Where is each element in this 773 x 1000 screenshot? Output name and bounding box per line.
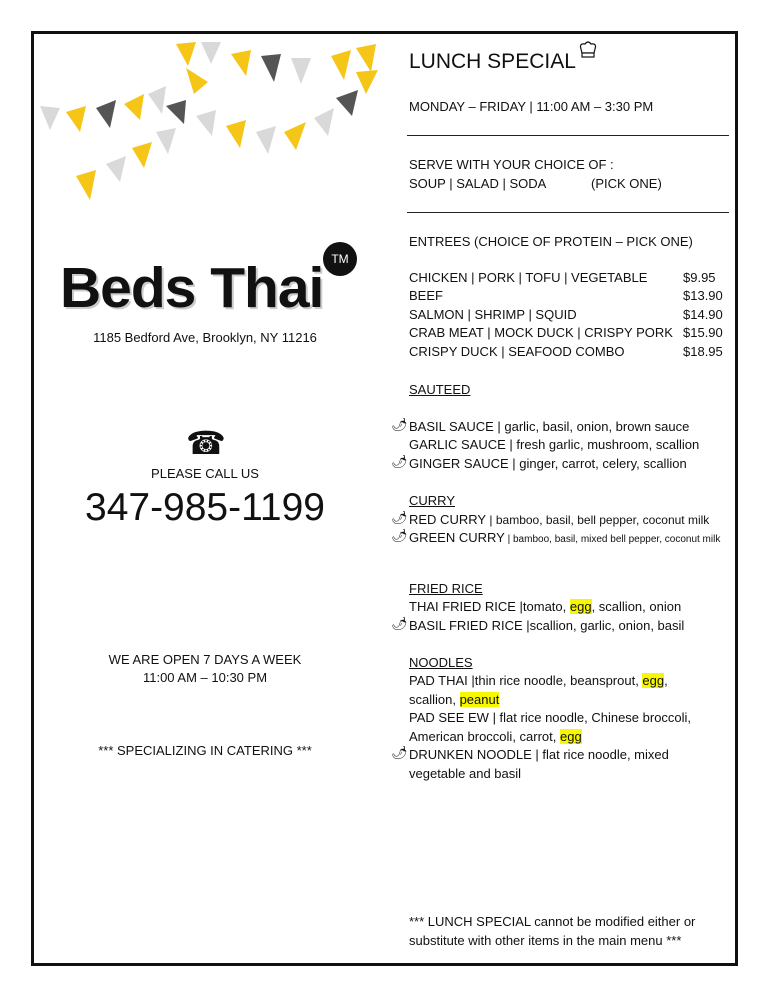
menu-item <box>409 598 729 617</box>
item-line <box>409 728 729 747</box>
footer-line: *** LUNCH SPECIAL cannot be modified either or <box>409 914 696 929</box>
price-row <box>409 344 727 362</box>
spicy-pepper-icon: 🌶 <box>391 454 408 469</box>
serve-label: SERVE WITH YOUR CHOICE OF : <box>409 157 614 172</box>
price-row <box>409 270 727 288</box>
price-row-price: $18.95 <box>683 344 723 359</box>
item-name: RED CURRY <box>409 512 487 527</box>
item-name: GARLIC SAUCE <box>409 437 506 452</box>
price-row-name: CRAB MEAT | MOCK DUCK | CRISPY PORK <box>409 325 673 340</box>
restaurant-name: Beds Thai <box>60 256 324 320</box>
fried-rice-heading: FRIED RICE <box>409 581 483 596</box>
serve-pick-note: (PICK ONE) <box>591 176 662 191</box>
menu-item <box>409 617 729 636</box>
open-hours: 11:00 AM – 10:30 PM <box>142 670 268 685</box>
price-row-name: CRISPY DUCK | SEAFOOD COMBO <box>409 344 625 359</box>
serve-options: SOUP | SALAD | SODA <box>409 176 547 191</box>
item-name: BASIL FRIED RICE <box>409 618 523 633</box>
item-desc: scallion, <box>409 691 460 707</box>
item-line <box>409 746 729 765</box>
price-row-price: $13.90 <box>683 288 723 303</box>
divider <box>407 135 729 136</box>
price-row <box>409 307 727 325</box>
menu-item <box>409 529 739 550</box>
item-name: PAD SEE EW <box>409 710 489 725</box>
restaurant-address: 1185 Bedford Ave, Brooklyn, NY 11216 <box>93 330 317 345</box>
curry-heading: CURRY <box>409 493 455 508</box>
menu-item <box>409 672 729 709</box>
item-name: DRUNKEN NOODLE <box>409 747 532 762</box>
item-desc: , <box>664 673 668 688</box>
item-line <box>409 709 729 728</box>
peanut-highlight: peanut <box>459 691 500 707</box>
catering-note: *** SPECIALIZING IN CATERING *** <box>98 743 312 758</box>
menu-item <box>409 418 729 437</box>
price-row-name: SALMON | SHRIMP | SQUID <box>409 307 577 322</box>
telephone-icon: ☎ <box>186 425 226 461</box>
item-line <box>409 672 729 691</box>
item-desc: | flat rice noodle, Chinese broccoli, <box>488 710 692 725</box>
item-desc: |scallion, garlic, onion, basil <box>522 618 685 633</box>
spicy-pepper-icon: 🌶 <box>391 510 408 525</box>
price-row-price: $15.90 <box>683 325 723 340</box>
spicy-pepper-icon: 🌶 <box>391 745 408 760</box>
menu-item <box>409 709 729 746</box>
lunch-special-title: LUNCH SPECIAL <box>409 50 576 73</box>
item-desc: | garlic, basil, onion, brown sauce <box>493 419 690 434</box>
please-call-label: PLEASE CALL US <box>151 466 259 481</box>
price-row-name: BEEF <box>409 288 443 303</box>
spicy-pepper-icon: 🌶 <box>391 528 408 543</box>
sauteed-heading: SAUTEED <box>409 382 471 397</box>
spicy-pepper-icon: 🌶 <box>391 616 408 631</box>
price-row-price: $14.90 <box>683 307 723 322</box>
item-desc: | bamboo, basil, mixed bell pepper, coconut milk <box>504 534 721 545</box>
item-desc: |thin rice noodle, beansprout, <box>467 673 643 688</box>
item-name: BASIL SAUCE <box>409 419 494 434</box>
item-desc: | flat rice noodle, mixed <box>531 747 669 762</box>
price-row <box>409 288 727 306</box>
price-row-price: $9.95 <box>683 270 716 285</box>
divider <box>407 212 729 213</box>
item-desc: | fresh garlic, mushroom, scallion <box>505 437 700 452</box>
trademark-badge: TM <box>323 242 357 276</box>
menu-item <box>409 746 729 783</box>
egg-highlight: egg <box>569 599 592 614</box>
item-name: THAI FRIED RICE <box>409 599 516 614</box>
noodles-heading: NOODLES <box>409 655 473 670</box>
opening-hours <box>60 651 350 687</box>
footer-line: substitute with other items in the main menu *** <box>409 932 682 948</box>
menu-item <box>409 511 729 530</box>
menu-item <box>409 455 729 474</box>
item-name: GINGER SAUCE <box>409 456 509 471</box>
item-desc: | bamboo, basil, bell pepper, coconut milk <box>486 513 710 527</box>
item-line <box>409 691 729 710</box>
chef-hat-icon <box>577 40 599 60</box>
entrees-heading <box>409 233 693 252</box>
item-desc: , scallion, onion <box>591 599 682 614</box>
price-row-name: CHICKEN | PORK | TOFU | VEGETABLE <box>409 270 648 285</box>
phone-number[interactable]: 347-985-1199 <box>85 486 325 529</box>
item-desc: |tomato, <box>515 599 570 614</box>
entrees-label: ENTREES <box>409 234 471 249</box>
lunch-hours: MONDAY – FRIDAY | 11:00 AM – 3:30 PM <box>409 99 654 114</box>
item-desc: | ginger, carrot, celery, scallion <box>508 456 687 471</box>
item-name: PAD THAI <box>409 673 468 688</box>
price-row <box>409 325 727 343</box>
lunch-footer-note <box>409 913 729 950</box>
open-days: WE ARE OPEN 7 DAYS A WEEK <box>108 652 302 667</box>
bunting-flags <box>40 42 378 200</box>
item-desc: vegetable and basil <box>409 765 522 781</box>
entrees-note: (CHOICE OF PROTEIN – PICK ONE) <box>470 234 693 249</box>
egg-highlight: egg <box>642 673 665 688</box>
menu-item <box>409 436 729 455</box>
egg-highlight: egg <box>560 728 582 744</box>
item-name: GREEN CURRY <box>409 530 505 545</box>
spicy-pepper-icon: 🌶 <box>391 417 408 432</box>
item-desc: American broccoli, carrot, <box>409 728 560 744</box>
bunting-decoration <box>36 36 386 226</box>
